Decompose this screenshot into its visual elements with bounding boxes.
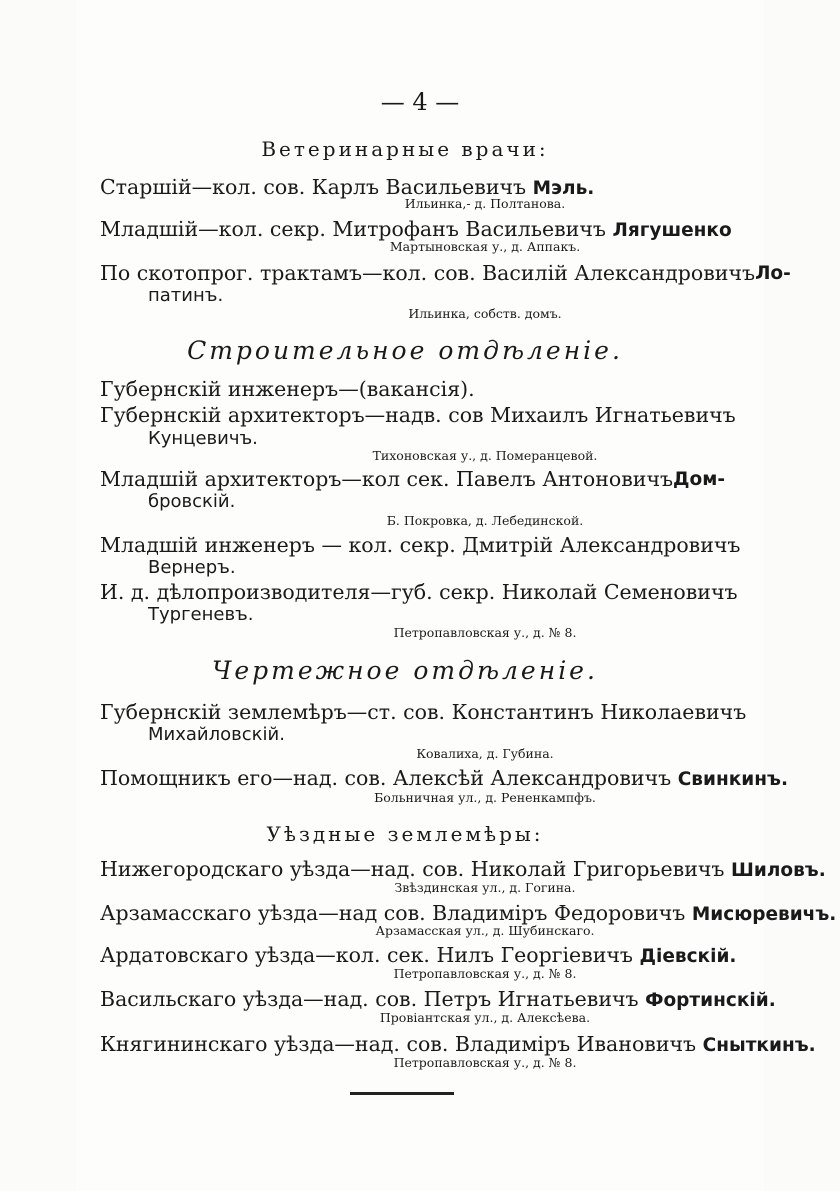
entry-surveyor: Губернскій землемѣръ—ст. сов. Константинъ Николаевичъ bbox=[100, 700, 747, 724]
entry-junior-architect: Младшій архитекторъ—кол сек. Павелъ Антоновичъ Дом- bbox=[100, 467, 726, 491]
entry-continuation: бровскій. bbox=[148, 491, 236, 512]
page-number: — 4 — bbox=[380, 88, 460, 116]
address: Б. Покровка, д. Лебединской. bbox=[386, 513, 584, 528]
entry-engineer: Губернскій инженеръ—(вакансія). bbox=[100, 377, 475, 401]
entry-continuation: Вернеръ. bbox=[148, 557, 236, 578]
heading-construction: Строительное отдѣленіе. bbox=[187, 336, 623, 365]
entry-continuation: Кунцевичъ. bbox=[148, 428, 258, 449]
entry-district: Нижегородскаго уѣзда—над. сов. Николай Григорьевичъ Шиловъ. bbox=[100, 857, 826, 881]
entry-continuation: Тургеневъ. bbox=[148, 604, 254, 625]
address: Арзамасская ул., д. Шубинскаго. bbox=[375, 923, 595, 938]
entry-vet-roads: По скотопрог. трактамъ—кол. сов. Василій Александровичъ Ло- bbox=[100, 261, 791, 285]
address: Больничная ул., д. Рененкампфъ. bbox=[374, 790, 596, 805]
address: Провіантская ул., д. Алексѣева. bbox=[379, 1010, 591, 1025]
entry-district: Княгининскаго уѣзда—над. сов. Владиміръ Ивановичъ Сныткинъ. bbox=[100, 1032, 816, 1056]
entry-continuation: патинъ. bbox=[148, 285, 224, 306]
entry-vet-junior: Младшій—кол. секр. Митрофанъ Васильевичъ Лягушенко bbox=[100, 217, 732, 241]
entry-vet-senior: Старшій—кол. сов. Карлъ Васильевичъ Мэль. bbox=[100, 175, 595, 199]
entry-assistant: Помощникъ его—над. сов. Алексѣй Александровичъ Свинкинъ. bbox=[100, 766, 788, 790]
address: Ильинка, собств. домъ. bbox=[408, 306, 562, 321]
address: Тихоновская у., д. Померанцевой. bbox=[372, 448, 598, 463]
entry-clerk: И. д. дѣлопроизводителя—губ. секр. Николай Семеновичъ bbox=[100, 580, 738, 604]
entry-architect: Губернскій архитекторъ—надв. сов Михаилъ Игнатьевичъ bbox=[100, 403, 736, 427]
heading-drafting: Чертежное отдѣленіе. bbox=[212, 656, 598, 685]
address: Петропавловская у., д. № 8. bbox=[393, 1055, 577, 1070]
entry-continuation: Михайловскій. bbox=[148, 724, 285, 745]
entry-district: Ардатовскаго уѣзда—кол. сек. Нилъ Георгіевичъ Діевскій. bbox=[100, 943, 737, 967]
closing-rule bbox=[350, 1092, 454, 1095]
address: Мартыновская у., д. Аппакъ. bbox=[389, 239, 581, 254]
address: Ильинка,- д. Полтанова. bbox=[404, 196, 566, 211]
address: Петропавловская у., д. № 8. bbox=[393, 625, 577, 640]
entry-district: Арзамасскаго уѣзда—над сов. Владиміръ Федоровичъ Мисюревичъ. bbox=[100, 901, 837, 925]
entry-district: Васильскаго уѣзда—над. сов. Петръ Игнатьевичъ Фортинскій. bbox=[100, 987, 776, 1011]
address: Петропавловская у., д. № 8. bbox=[393, 966, 577, 981]
heading-veterinary: Ветеринарные врачи: bbox=[261, 137, 549, 161]
address: Звѣздинская ул., д. Гогина. bbox=[394, 880, 576, 895]
address: Ковалиха, д. Губина. bbox=[416, 746, 554, 761]
heading-district-surveyors: Уѣздные землемѣры: bbox=[266, 822, 544, 846]
entry-junior-engineer: Младшій инженеръ — кол. секр. Дмитрій Александровичъ bbox=[100, 533, 741, 557]
